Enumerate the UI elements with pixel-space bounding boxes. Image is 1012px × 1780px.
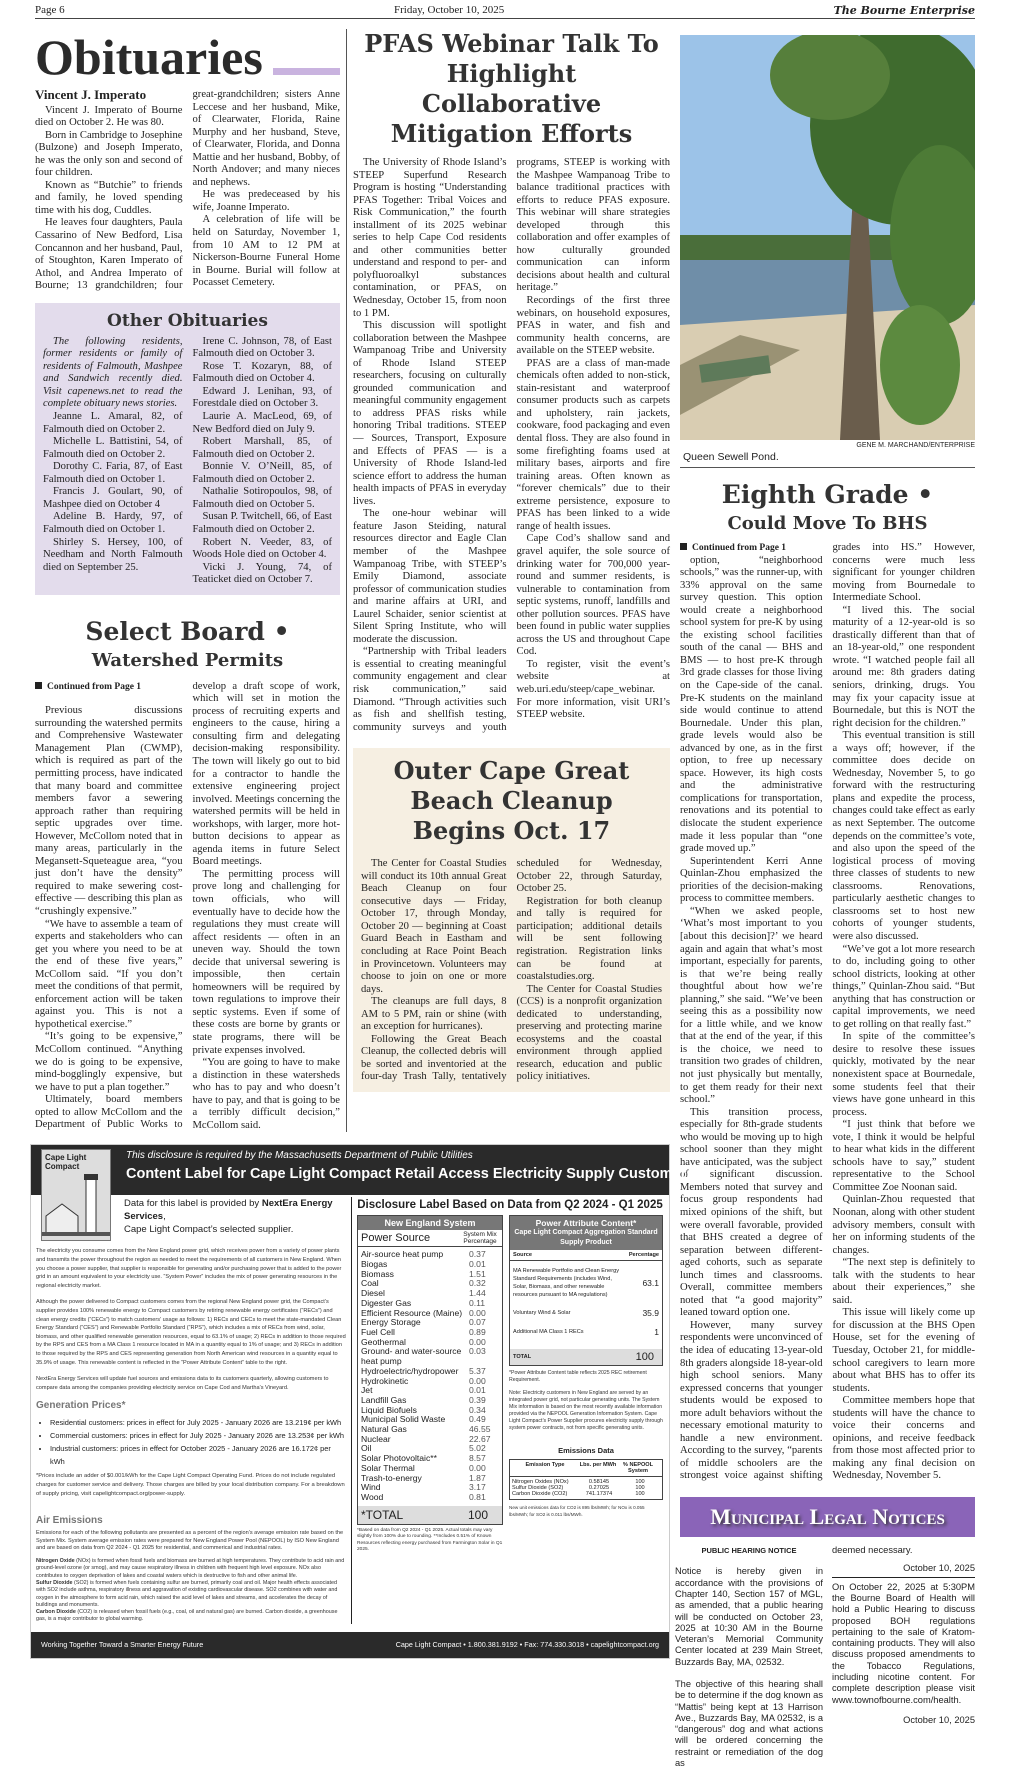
obituary-entry: Jeanne L. Amaral, 82, of Falmouth died on October 2.: [43, 411, 183, 435]
other-obituaries-box: [35, 303, 340, 595]
legal-notices-col2: [832, 1545, 975, 1780]
select-board-paragraph: Previous discussions surrounding the watershed permits and Comprehensive Wastewater Management Plan (CWMP), which is required as part of the permitting process, have indicated that many board and committee members favor a sewering approach rather than requiring septic upgrades over time. However, McCollom noted that in many areas, particularly in the Megansett-Squeteague area, “you just don’t have the density” required to make sewering cost-effective — describing this plan as “crushingly expensive.”: [35, 705, 183, 917]
beach-cleanup-headline: Outer Cape Great Beach Cleanup Begins Oct. 17: [393, 756, 630, 846]
obituary-entry: Francis J. Goulart, 90, of Mashpee died on October 4: [43, 486, 183, 510]
ad-intro-paragraph: Although the power delivered to Compact customers comes from the regional New England power grid, the Compact’s supplier provides 100% renewable energy to Compact customers by retiring renewable energy certificates (“RECs”) and clean energy credits (“CECs”) to match customers’ usage as follows: 1) RECs and CECs to meet the state-mandated Clean Energy Standard (“CES”) and Renewable Portfolio Standard (“RPS”), which includes a mix of RECs from wind, solar, biomass, and other qualified renewable generation resources, equal to 63.1% of usage; 2) RECs in addition to those required by the RPS and CES from a MA Class 1 resource located in MA in a quantity equal to 1% of usage; and 3) RECs in addition to those required by the RPS and CES representing generation from North American wind resources in a quantity equal to 35.9% of usage. This renewable content is reflected in the “Power Attribute Content” table to the right.: [36, 1299, 346, 1366]
pollutant-list: Nitrogen Oxide (NOx) is formed when fossil fuels and biomass are burned at high temperatures. They contribute to acid rain and ground-level ozone (or smog), and may cause respiratory illness in children with frequent high level exposure. NOx also contributes to oxygen deprivation of lakes and coastal waters which is destructive to fish and other animal life. Sulfur Dioxide (SO2) is formed when fuels containing sulfur are burned, primarily coal and oil. Major health effects associated with SO2 include asthma, respiratory illness and aggravation of existing cardiovascular disease. SO2 combines with water and oxygen in the atmosphere to form acid rain, which raised the acid level of lakes and streams, and accelerates the decay of buildings and monuments. Carbon Dioxide (CO2) is released when fossil fuels (e.g., coal, oil and natural gas) are burned. Carbon dioxide, a greenhouse gas, is a major contributor to global warming.: [36, 1558, 345, 1623]
masthead: The Bourne Enterprise: [833, 4, 975, 17]
page-header: [35, 4, 975, 19]
eighth-grade-paragraph: “The next step is definitely to talk with the students to hear about their experiences,” she said.: [832, 1257, 975, 1306]
table-cell: Solar Photovoltaic**: [361, 1453, 437, 1464]
obituary-entry: Adeline B. Hardy, 97, of Falmouth died on October 1.: [43, 511, 183, 535]
ad-intro-paragraph: The electricity you consume comes from the New England power grid, which receives power from a variety of power plants and transmits the power throughout the region as needed to meet the requirements of all customers in New England. When you choose a power supplier, that supplier is responsible for generating and/or purchasing power that is added to the power grid in an amount equivalent to your electricity use. “System Power” includes the mix of power generating resources in the regional electricity market.: [36, 1248, 342, 1289]
pfas-article: [353, 29, 670, 734]
table-cell: 1.87: [469, 1472, 486, 1483]
eighth-grade-article: [680, 480, 975, 1483]
ad-title: Content Label for Cape Light Compact Retail Access Electricity Supply Customers: [126, 1166, 695, 1183]
table-cell: Municipal Solid Waste: [361, 1414, 446, 1425]
select-board-subhead: Watershed Permits: [91, 649, 284, 671]
notice-title: PUBLIC HEARING NOTICE: [701, 1546, 797, 1556]
table-cell: 0.00: [469, 1462, 486, 1473]
prices-note: *Prices include an adder of $0.001/kWh for the Cape Light Compact Operating Fund. Prices do not include regulated charges for customer service and delivery. Those charges are billed by your local distribution company. For a breakdown of supply pricing, visit capelightcompact.org/power-supply.: [36, 1473, 345, 1498]
table-cell: Solar Thermal: [361, 1462, 415, 1473]
lighthouse-icon: [42, 1174, 110, 1239]
attribute-footnote: *Power Attribute Content table reflects 2025 REC retirement Requirement.: [509, 1370, 647, 1384]
eighth-grade-paragraph: option, “neighborhood schools,” was the runner-up, with 33% approval on the same survey question. This option would create a neighborhood school system for pre-K by using the existing school facilities south of the canal — BHS and BMS — to host pre-K through 3rd grade classes for those living on the Cape-side of the canal. Pre-K students on the mainland side would continue to attend Bournedale. Under this plan, grade levels would also be advanced by one, as in the first option, to free up necessary space. However, its high costs and the administrative complications for transportation, renovations and its potential to dislocate the student experience made it less popular than “one grade moved up.”: [680, 554, 823, 855]
photo-caption: Queen Sewell Pond.: [680, 449, 975, 468]
table-cell: 100: [635, 1485, 645, 1492]
eighth-grade-subhead: Could Move To BHS: [727, 513, 928, 534]
pfas-paragraph: This discussion will spotlight collaboration between the Mashpee Wampanoag Tribe and University of Rhode Island STEEP researchers, focusing on culturally grounded communication and meaningful community engagement to address PFAS risks while honoring Tribal traditions. STEEP — Sources, Transport, Exposure and Effects of PFAS — is a University of Rhode Island-led science effort to address the human health impacts of PFAS in everyday lives.: [353, 320, 507, 507]
ad-footer: [31, 1632, 669, 1658]
page-body: [35, 29, 975, 1780]
eighth-grade-paragraph: This eventual transition is still a ways off; however, if the committee does decide on Wednesday, November 5, to go forward with the restructuring plans and expedite the process, changes could take effect as early as next September. The outcome depends on the committee’s vote, and also upon the speed of the logistical process of moving three classes of students to new classrooms. Renovations, particularly aesthetic changes to classrooms set to host new cohorts of younger students, were also discussed.: [832, 730, 975, 942]
obituary-name: Vincent J. Imperato: [35, 87, 147, 102]
price-item: • Residential customers: prices in effect for July 2025 - January 2026 are 13.219¢ per kWh: [50, 1416, 346, 1429]
eighth-grade-paragraph: This transition process, especially for 8th-grade students who would be moving up to high school sooner than they might have anticipated, was the subject of significant discussion. Members noted that survey and focus group respondents had mixed opinions of the shift, but were overall favorable, provided that BHS created a degree of separation between different-aged cohorts, such as separate lunch times and classrooms. Overall, committee members noted that “a good majority” leaned toward option one.: [680, 1106, 823, 1319]
select-board-paragraph: Ultimately, board members opted to allow McCollom and the Department of Public Works to develop a draft scope of work, which will set in motion the process of recruiting experts and engineers to the cause, hiring a consulting firm and delegating decision-making responsibility. The town will likely go out to bid for a contractor to handle the extensive engineering project involved. Meetings concerning the watershed permits will be held in workshops, with larger, more hot-button decisions to appear as agenda items in future Select Board meetings.: [35, 680, 340, 1131]
table-cell: 0.58145: [588, 1479, 610, 1486]
column-divider: [346, 29, 347, 1132]
beach-cleanup-paragraph: Registration for both cleanup and tally is required for participation; additional details will be sent following registration. Registration links can be found at coastalstudies.org.: [516, 895, 662, 983]
table-cell: 0.01: [469, 1259, 486, 1270]
table-cell: Natural Gas: [361, 1424, 407, 1435]
select-board-article: [35, 617, 340, 1133]
table-cell: Hydroelectric/hydropower: [361, 1365, 459, 1376]
ad-tagline: Working Together Toward a Smarter Energy Future: [41, 1640, 204, 1650]
decorative-bar: [273, 68, 340, 75]
table-cell: Fuel Cell: [361, 1327, 395, 1337]
table-cell: 0.00: [469, 1336, 486, 1347]
obituary-paragraph: Vincent J. Imperato of Bourne died on October 2. He was 80.: [35, 104, 183, 129]
right-column: [675, 29, 975, 1780]
select-board-paragraph: “It’s going to be expensive,” McCollom continued. “Anything we do is going to be expensive, mind-bogglingly expensive, but we have to put a plan together.”: [35, 1031, 183, 1093]
eighth-grade-paragraph: “I just think that before we vote, I think it would be helpful to hear what kids in the different schools have to say,” student representative to the School Committee Zoe Noonan said.: [832, 1119, 975, 1193]
eighth-grade-paragraph: This issue will likely come up for discussion at the BHS Open House, set for the evening of Tuesday, October 21, for middle-school caregivers to learn more about what BHS has to offer its students.: [832, 1307, 975, 1394]
beach-cleanup-paragraph: Following the Great Beach Cleanup, the collected debris will be sorted and inventoried at the four-day Trash Tally, tentatively scheduled for Wednesday, October 22, through Saturday, October 25.: [361, 858, 662, 1083]
other-obituaries-intro: The following residents, former residents or family of residents of Falmouth, Mashpee and Sandwich recently died. Visit capenews.net to read the complete obituary news stories.: [43, 335, 183, 410]
table-cell: Nuclear: [361, 1433, 391, 1444]
select-board-paragraph: “You are going to have to make a distinction in these watersheds who has to pay and who doesn’t have to pay, and that is going to be a terribly difficult decision,” McCollom said.: [192, 1057, 340, 1131]
table-cell: 0.03: [469, 1346, 486, 1357]
table-cell: Liquid Biofuels: [361, 1404, 417, 1415]
cape-light-compact-logo: Cape Light Compact: [41, 1149, 111, 1241]
beach-cleanup-paragraph: The Center for Coastal Studies will conduct its 10th annual Great Beach Cleanup on four consecutive days — Friday, October 17, through Monday, October 20 — beginning at Coast Guard Beach in Eastham and concluding at Race Point Beach in Provincetown. Volunteers may choose to join on one or more days.: [361, 858, 507, 995]
emissions-table: Emission Type Lbs. per MWh % NEPOOL System Nitrogen Oxides (NOx) 0.58145 100 Sulfur Dioxide (SO2) 0.27025 100 Carbon Dioxide (CO2) 741.17374 100: [509, 1459, 663, 1500]
table-cell: 46.55: [469, 1424, 491, 1435]
obituary-entry: Robert N. Veeder, 83, of Woods Hole died on October 4.: [192, 536, 332, 561]
eighth-grade-paragraph: However, many survey respondents were unconvinced of the idea of educating 13-year-old 8th graders alongside 18-year-old high school seniors. Many expressed concerns that younger students would be exposed to more adult behaviors without the necessary emotional maturity to handle a new environment. According to the survey, “parents of middle schoolers are the strongest voice against shifting grades into HS.” However, concerns were much less significant for younger children moving from Bournedale to Intermediate School.: [680, 542, 975, 1482]
table-cell: 1.51: [469, 1268, 486, 1279]
emissions-note: New unit emissions data for CO2 is 895 lbs/MWh; for NOx is 0.055 lbs/MWh; for SO2 is 0.011 lbs/MWh.: [509, 1505, 645, 1518]
ad-header: [31, 1145, 695, 1195]
system-table-footnote: *Based on data from Q2 2024 - Q1 2025. Actual totals may vary slightly from 100% due to rounding. **Includes 0.51% of Known Resources reflecting energy purchased from Farmington Solar in Q1 2025.: [357, 1527, 503, 1553]
table-cell: Trash-to-energy: [361, 1472, 422, 1483]
beach-cleanup-paragraph: The cleanups are full days, 8 AM to 5 PM, rain or shine (with an exception for hurricanes).: [361, 996, 507, 1033]
air-emissions-intro: Emissions for each of the following pollutants are presented as a percent of the region’s average emission rate based on the System Mix. System average emission rates were prepared for New England Power Pool (NEPOOL) by ISO New England and are based on data from Q2 2024 - Q1 2025 for residential, and commerical and industrial rates.: [36, 1530, 344, 1552]
table-cell: 0.00: [469, 1307, 486, 1318]
table-cell: MA Renewable Portfolio and Clean Energy Standard Requirements (includes Wind, Solar, Biomass, and other renewable resources pursuant to MA regulations): [513, 1268, 620, 1299]
table-cell: Additional MA Class 1 RECs: [513, 1329, 584, 1336]
table-cell: 0.39: [469, 1394, 486, 1405]
table-row: [513, 1308, 659, 1318]
left-column: [35, 29, 340, 1132]
eighth-grade-paragraph: Committee members hope that students will have the chance to voice their concerns and opinions, and receive feedback from those most affected prior to making any final decision on Wednesday, November 5.: [832, 1395, 975, 1482]
page-number: Page 6: [35, 4, 65, 16]
eighth-grade-paragraph: “We’ve got a lot more research to do, including going to other school districts, looking at other things,” Quinlan-Zhou said. “But anything that has construction or capital improvements, we need to get rolling on that really fast.”: [832, 943, 975, 1030]
table-cell: Air-source heat pump: [361, 1249, 444, 1260]
legal-notices-banner: Municipal Legal Notices: [680, 1497, 975, 1537]
supplier-line: Cape Light Compact’s selected supplier.: [124, 1224, 294, 1236]
left-and-middle-columns: [35, 29, 695, 1780]
notice-date: October 10, 2025: [903, 1714, 975, 1725]
section-title: Obituaries: [35, 29, 263, 85]
pfas-paragraph: Recordings of the first three webinars, on household exposures, PFAS in water, and fish and community health concerns, are available on the STEEP website.: [516, 295, 670, 357]
pfas-paragraph: The one-hour webinar will feature Jason Steiding, natural resources director and Eagle Clan member of the Mashpee Wampanoag Tribe, with STEEP’s Emily Diamond, associate professor of communication studies and marine affairs at URI, and Laurel Schaider, senior scientist at Silent Spring Institute, who will moderate the discussion.: [353, 508, 507, 645]
notice-date: October 10, 2025: [832, 1563, 975, 1577]
eighth-grade-paragraph: Superintendent Kerri Anne Quinlan-Zhou emphasized the priorities of the decision-making process to committee members.: [680, 855, 823, 905]
table-row: [513, 1327, 659, 1337]
ad-contact: Cape Light Compact • 1.800.381.9192 • Fax: 774.330.3018 • capelightcompact.org: [395, 1640, 659, 1650]
table-cell: 5.02: [469, 1443, 486, 1454]
table-cell: 0.01: [469, 1385, 486, 1396]
emissions-title: Emissions Data: [558, 1446, 614, 1456]
ad-intro-paragraph: NextEra Energy Services will update fuel sources and emissions data to its customers quarterly, allowing customers to compare data among the companies providing electricity service on Cape Cod and Martha’s Vineyard.: [36, 1376, 329, 1391]
eighth-grade-headline: Eighth Grade •: [721, 480, 934, 509]
table-cell: Sulfur Dioxide (SO2): [512, 1485, 564, 1492]
table-cell: Carbon Dioxide (CO2): [512, 1491, 568, 1498]
table-cell: Digester Gas: [361, 1297, 412, 1308]
table-cell: Wind: [361, 1482, 381, 1493]
table-cell: Hydrokinetic: [361, 1375, 409, 1386]
price-item: • Commercial customers: prices in effect for July 2025 - January 2026 are 13.253¢ per kWh: [50, 1429, 346, 1442]
table-cell: 0.34: [469, 1404, 486, 1415]
obituary-entry: Edward J. Lenihan, 93, of Forestdale died on October 3.: [192, 385, 332, 410]
table-cell: Wood: [361, 1491, 384, 1502]
board-of-health-notice: On October 22, 2025 at 5:30PM the Bourne Board of Health will hold a Public Hearing to discuss proposed BOH regulations pertaining to the sale of Kratom-containing products. They will also discuss proposed amendments to the Tobacco Regulations, including nicotine content. For complete description please visit www.townofbourne.com/health.: [832, 1581, 975, 1705]
obituary-entry: Irene C. Johnson, 78, of East Falmouth died on October 3.: [192, 335, 332, 360]
table-cell: 100: [635, 1491, 645, 1498]
provider-name: NextEra Energy Services: [124, 1198, 333, 1223]
table-cell: 0.07: [469, 1317, 486, 1328]
pfas-paragraph: The University of Rhode Island’s STEEP Superfund Research Program is hosting “Understanding PFAS Together: Tribal Voices and Risk Communication,” the fourth installment of its 2025 webinar series to help Cape Cod residents and other communities better understand and respond to per- and polyfluoroalkyl substances contamination, or PFAS, on Wednesday, October 15, from noon to 1 PM.: [353, 157, 507, 319]
obituary-entry: Dorothy C. Faria, 87, of East Falmouth died on October 1.: [43, 461, 183, 485]
middle-column: [353, 29, 670, 1132]
table-cell: 8.57: [469, 1453, 486, 1464]
power-attribute-table: Power Attribute Content* Cape Light Compact Aggregation Standard Supply Product Source Percentage MA Renewable Portfolio and Clean Energy Standard Requirements (includes Wind, Solar, Biomass, and other renewable resources pursuant to MA regulations) 63.1 Voluntary Wind & Solar 35.9 Additional MA Class 1 RECs 1 TOTAL 100: [509, 1215, 663, 1366]
table-cell: 100: [635, 1479, 645, 1486]
notice-paragraph: The objective of this hearing shall be to determine if the dog known as “Mattis” being kept at 13 Harrison Ave., Buzzards Bay, MA 02532, is a “dangerous” dog and what actions will be ordered concerning the restraint or remediation of the dog as: [675, 1678, 823, 1769]
table-cell: Biogas: [361, 1259, 388, 1270]
attribute-note: Note: Electricity customers in New England are served by an integrated power grid, not particular generating units. The System Mix information is based on the most recently available information provided via the NEPOOL Generation Information System. Cape Light Compact’s Power Supplier procures electricity supply through system power contracts, not from specific generating units.: [509, 1390, 663, 1432]
obituary-entry: Bonnie V. O’Neill, 85, of Falmouth died on October 2.: [192, 461, 332, 485]
obituary-entry: Vicki J. Young, 74, of Teaticket died on October 7.: [192, 561, 332, 586]
obituary-entry: Robert Marshall, 85, of Falmouth died on October 2.: [192, 436, 332, 460]
obituary-entry: Rose T. Kozaryn, 88, of Falmouth died on October 4.: [192, 360, 332, 385]
cape-light-compact-ad: This disclosure is required by the Massachusetts Department of Public Utilities Content Label for Cape Light Compact Retail Access Electricity Supply Customers Cape Light Compact Data for this label is provided by NextEra Energy Services, Cape Light Compact’s selected supplier. The electricity you consume comes from the New England power grid, which receives power from a variety of power plants and transmits the power throughout the region as needed to meet the requirements of all customers in New England. When you choose a power supplier, that supplier is responsible for generating and/or purchasing power that is added to the power grid in an amount equivalent to your electricity use. “System Power” includes the mix of power generating resources in the regional electricity market. Although the power delivered to Compact customers comes from the regional New England power grid, the Compact’s supplier provides 100% renewable energy to Compact customers by retiring renewable energy certificates (“RECs”) and clean energy credits (“CECs”) to match customers’ usage as follows: 1) RECs and CECs to meet the state-mandated Clean Energy Standard (“CES”) and Renewable Portfolio Standard (“RPS”), which includes a mix of RECs from wind, solar, biomass, and other qualified renewable generation resources, equal to 63.1% of usage; 2) RECs in addition to those required by the RPS and CES from a MA Class 1 resource located in MA in a quantity equal to 1% of usage; and 3) RECs in addition to those required by the RPS and CES representing generation from North American wind resources in a quantity equal to 35.9% of usage. This renewable content is reflected in the “Power Attribute Content” table to the right. NextEra Energy Services will update fuel sources and emissions data to its customers quarterly, allowing customers to compare data among the companies providing electricity service on Cape Cod and Martha’s Vineyard. Generation Prices* • Residential customers: prices in effect for July 2025 - January 2026 are 13.219¢ per kWh • Commercial customers: prices in effect for July 2025 - January 2026 are 13.253¢ per kWh • Industrial customers: prices in effect for October 2025 - January 2026 are 16.172¢ per kWh *Prices include an adder of $0.001/kWh for the Cape Light Compact Operating Fund. Prices do not include regulated charges for customer service and delivery. Those charges are billed by your local distribution company. For a breakdown of supply pricing, visit capelightcompact.org/power-supply. Air Emissions Emissions for each of the following pollutants are presented as a percent of the region’s average emission rate based on the System Mix. System average emission rates were prepared for New England Power Pool (NEPOOL) by ISO New England and are based on data from Q2 2024 - Q1 2025 for residential, and commerical and industrial rates. Nitrogen Oxide (NOx) is formed when fossil fuels and biomass are burned at high temperatures. They contribute to acid rain and ground-level ozone (or smog), and may cause respiratory illness in children with frequent high level exposure. NOx also contributes to oxygen deprivation of lakes and coastal waters which is destructive to fish and other animal life. Sulfur Dioxide (SO2) is formed when fuels containing sulfur are burned, primarily coal and oil. Major health effects associated with SO2 include asthma, respiratory illness and aggravation of existing cardiovascular disease. SO2 combines with water and oxygen in the atmosphere to form acid rain, which raised the acid level of lakes and streams, and accelerates the decay of buildings and monuments. Carbon Dioxide (CO2) is released when fossil fuels (e.g., coal, oil and natural gas) are burned. Carbon dioxide, a greenhouse gas, is a major contributor to global warming. Disclosure Label Based on Data from Q2 2024 - Q1 2025 New England System Power Source System Mix Percentage Air-source heat pump 0.37 Biogas 0.01 Biomass 1.51 Coal 0.32 Diesel 1.44 Digester Gas 0.11 Efficient Resource (Maine) 0.00 Energy Storage 0.07 Fuel Cell 0.89 Geothermal 0.00 Ground- and water-source heat pump 0.03 Hydroelectric/hydropower 5.37 Hydrokinetic 0.00 Jet 0.01 Landfill Gas 0.39 Liquid Biofuels 0.34 Municipal Solid Waste 0.49 Natural Gas 46.55 Nuclear 22.67 Oil 5.02 Solar Photovoltaic** 8.57 Solar Thermal 0.00 Trash-to-energy 1.87 Wind 3.17 Wood 0.81 *TOTAL 100 *Based on data from Q2 2024 - Q1 2025. Actual totals may vary slightly from 100% due to rounding. **Includes 0.51% of Known Resources reflecting energy purchased from Farmington Solar in Q1 2025. Power Attribute Content* Cape Light Compact Aggregation Standard Supply Product Source Percentage MA Renewable Portfolio and Clean Energy Standard Requirements (includes Wind, Solar, Biomass, and other renewable resources pursuant to MA regulations) 63.1 Voluntary Wind & Solar 35.9 Additional MA Class 1 RECs 1 TOTAL 100 *Power Attribute Content table reflects 2025 REC retirement Requirement. Note: Electricity customers in New England are served by an integrated power grid, not particular generating units. The System Mix information is based on the most recently available information provided via the NEPOOL Generation Information System. Cape Light Compact’s Power Supplier procures electricity supply through system power contracts, not from specific generating units. Emissions Data Emission Type Lbs. per MWh % NEPOOL System Nitrogen Oxides (NOx) 0.58145 100 Sulfur Dioxide (SO2) 0.27025 100 Carbon Dioxide (CO2) 741.17374 100 New unit emissions data for CO2 is 895 lbs/MWh; for NOx is 0.055 lbs/MWh; for SO2 is 0.011 lbs/MWh. Working Together Toward a Smarter Energy Future Cape Light Compact • 1.800.381.9192 • Fax: 774.330.3018 • capelightcompact.org: [30, 1144, 670, 1658]
ad-disclosure-note: This disclosure is required by the Massachusetts Department of Public Utilities: [126, 1150, 473, 1162]
table-cell: 22.67: [469, 1433, 491, 1444]
pond-photo: [680, 35, 975, 440]
table-cell: 0.27025: [588, 1485, 610, 1492]
table-cell: 63.1: [642, 1278, 659, 1289]
obituary-paragraph: A celebration of life will be held on Saturday, November 1, from 10 AM to 12 PM at Nickerson-Bourne Funeral Home in Bourne. Burial will follow at Pocasset Cemetery.: [192, 214, 340, 289]
obituary-paragraph: Known as “Butchie” to friends and family, he loved spending time with his dog, Cuddles.: [35, 179, 183, 216]
table-cell: 5.37: [469, 1365, 486, 1376]
table-cell: 0.11: [469, 1297, 486, 1308]
table-cell: 3.17: [469, 1482, 486, 1493]
eighth-grade-paragraph: Quinlan-Zhou requested that Noonan, along with other student advisory members, consult with her on informing students of the changes.: [832, 1194, 975, 1256]
table-row: [361, 1347, 499, 1366]
table-cell: Energy Storage: [361, 1317, 421, 1328]
table-cell: Oil: [361, 1443, 372, 1454]
table-cell: 0.37: [469, 1249, 486, 1260]
table-cell: Landfill Gas: [361, 1394, 407, 1405]
select-board-paragraph: “We have to assemble a team of experts and stakeholders who can get you where you need to be at the end of these five years,” McCollom said. “If you don’t meet the conditions of that permit, enforcement action will be taken against you. This is not a hypothetical exercise.”: [35, 918, 183, 1030]
table-cell: 1: [654, 1327, 659, 1338]
pfas-paragraph: “Partnership with Tribal leaders is essential to creating meaningful community engagement and clear risk communication,” said Diamond. “Through activities such as fish and shellfish testing, community surveys and youth programs, STEEP is working with the Mashpee Wampanoag Tribe to balance traditional practices with efforts to reduce PFAS exposure. This webinar will share strategies developed through this collaboration and offer examples of how culturally grounded communication can inform decisions about health and cultural heritage.”: [353, 157, 670, 733]
beach-cleanup-box: [353, 748, 670, 1092]
table-cell: Coal: [361, 1278, 379, 1289]
table-cell: 0.32: [469, 1278, 486, 1289]
obituary-entry: Michelle L. Battistini, 54, of Falmouth died on October 2.: [43, 436, 183, 460]
obituary-entry: Shirley S. Hersey, 100, of Needham and North Falmouth died on September 25.: [43, 536, 183, 573]
air-emissions-title: Air Emissions: [36, 1515, 103, 1527]
table-cell: 0.49: [469, 1414, 486, 1425]
pfas-headline: PFAS Webinar Talk To Highlight Collaborative Mitigation Efforts: [364, 29, 659, 148]
public-hearing-notice: [675, 1545, 823, 1780]
table-cell: Geothermal: [361, 1336, 406, 1347]
pfas-paragraph: To register, visit the event’s website at web.uri.edu/steep/cape_webinar. For more information, visit URI’s STEEP website.: [516, 658, 670, 721]
eighth-grade-paragraph: “I lived this. The social maturity of a 12-year-old is so drastically different than that of an 18-year-old,” one respondent wrote. “I watched people fail all around me: 8th graders dating seniors, drinking, drugs. You may fix your capacity issue at Bournedale, but this is NOT the right decision for the children.”: [832, 604, 975, 729]
notice-continued: deemed necessary.: [832, 1545, 913, 1556]
price-item: • Industrial customers: prices in effect for October 2025 - January 2026 are 16.172¢ per kWh: [50, 1442, 346, 1468]
system-mix-table: New England System Power Source System Mix Percentage Air-source heat pump 0.37 Biogas 0.01 Biomass 1.51 Coal 0.32 Diesel 1.44 Digester Gas 0.11 Efficient Resource (Maine) 0.00 Energy Storage 0.07 Fuel Cell 0.89 Geothermal 0.00 Ground- and water-source heat pump 0.03 Hydroelectric/hydropower 5.37 Hydrokinetic 0.00 Jet 0.01 Landfill Gas 0.39 Liquid Biofuels 0.34 Municipal Solid Waste 0.49 Natural Gas 46.55 Nuclear 22.67 Oil 5.02 Solar Photovoltaic** 8.57 Solar Thermal 0.00 Trash-to-energy 1.87 Wind 3.17 Wood 0.81 *TOTAL 100: [357, 1215, 503, 1524]
eighth-grade-paragraph: In spite of the committee’s desire to resolve these issues quickly, motivated by the near nonexistent space at Bournedale, some students feel that their views have gone unheard in this process.: [832, 1031, 975, 1118]
table-cell: Efficient Resource (Maine): [361, 1307, 463, 1318]
obituary-entry: Nathalie Sotiropoulos, 98, of Falmouth died on October 5.: [192, 486, 332, 510]
issue-date: Friday, October 10, 2025: [394, 4, 505, 16]
table-cell: Jet: [361, 1385, 373, 1396]
table-row: [513, 1267, 659, 1299]
pfas-paragraph: PFAS are a class of man-made chemicals often added to non-stick, stain-resistant and waterproof consumer products such as carpets and upholstery, rain jackets, cookware, food packaging and even dental floss. They are also found in some firefighting foams used at military bases, airports and fire training areas. Often known as “forever chemicals” due to their extreme persistence, exposure to PFAS has been linked to a wide range of health issues.: [516, 357, 670, 532]
obituary-paragraph: Born in Cambridge to Josephine (Bulzone) and Joseph Imperato, he was the only son and second of four children.: [35, 129, 183, 179]
table-cell: Diesel: [361, 1288, 385, 1299]
obituary-entry: Laurie A. MacLeod, 69, of New Bedford died on July 9.: [192, 411, 332, 435]
obituary-paragraph: He was predeceased by his wife, Joanne Imperato.: [192, 189, 340, 213]
obituary-entry: Susan P. Twitchell, 66, of East Falmouth died on October 2.: [192, 511, 332, 535]
select-board-headline: Select Board •: [85, 616, 290, 646]
table-cell: 741.17374: [585, 1491, 613, 1498]
photo-credit: GENE M. MARCHAND/ENTERPRISE: [856, 442, 975, 449]
obituaries-section: [35, 29, 340, 293]
table-row: [361, 1493, 499, 1503]
table-cell: 0.81: [469, 1491, 486, 1502]
eighth-grade-paragraph: “When we asked people, ‘What’s most important to you [about this decision]?’ we heard again and again that what’s most important, especially for parents, is that we’re being really thoughtful about how we’re planning,” she said. “We’ve been seeing this as a possibility now for a little while, and we know that at the end of the year, if this is the choice, we need to transition two grades of children, not just physically but mentally, to get them ready for their next school.”: [680, 905, 823, 1106]
pond-photo-image: [680, 35, 975, 440]
select-board-paragraph: The permitting process will prove long and challenging for town officials, who will eventually have to decide how the regulations they must create will affect residents — often in an uneven way. Should the town decide that universal sewering is impossible, then certain homeowners will be required by town regulations to improve their septic systems. Even if some of these costs are borne by grants or state programs, there will be private expenses involved.: [192, 868, 340, 1056]
beach-cleanup-paragraph: The Center for Coastal Studies (CCS) is a nonprofit organization dedicated to understanding, preserving and protecting marine ecosystems and the coastal environment through applied research, education and public policy initiatives.: [516, 983, 662, 1083]
table-cell: Ground- and water-source heat pump: [361, 1346, 462, 1367]
table-row: [512, 1491, 660, 1497]
generation-prices-title: Generation Prices*: [36, 1400, 126, 1412]
table-cell: 0.00: [469, 1375, 486, 1386]
disclosure-title: Disclosure Label Based on Data from Q2 2024 - Q1 2025: [357, 1199, 663, 1212]
continued-label: Continued from Page 1: [680, 542, 823, 555]
pfas-paragraph: Cape Cod’s shallow sand and gravel aquifer, the sole source of drinking water for 700,000 year-round and summer residents, is vulnerable to contamination from septic systems, runoff, landfills and other pollution sources. PFAS have been found in public water supplies across the US and throughout Cape Cod.: [516, 533, 670, 658]
table-cell: 0.89: [469, 1327, 486, 1337]
table-cell: Voluntary Wind & Solar: [513, 1310, 571, 1317]
continued-label: Continued from Page 1: [35, 681, 183, 694]
notice-paragraph: Notice is hereby given in accordance with the provisions of Chapter 140, Section 157 of MGL, as amended, that a public hearing will be conducted on October 23, 2025 at 10:30 AM in the Bourne Veteran’s Memorial Community Center located at 239 Main Street, Buzzards Bay, MA, 02532.: [675, 1566, 823, 1667]
table-cell: Nitrogen Oxides (NOx): [512, 1479, 569, 1486]
table-cell: Biomass: [361, 1268, 394, 1279]
obituary-paragraph: He leaves four daughters, Paula Cassarino of New Bedford, Lisa Concannon and her husband, Paul, of Stoughton, Karen Imperato of Athol, and Andrea Imperato of Bourne; 13 grandchildren; four great-grandchildren; sisters Anne Leccese and her husband, Mike, of Clearwater, Florida, Raine Murphy and her husband, Steve, of Clearwater, Florida, and Donna Mattie and her husband, Bobby, of North Andover; and many nieces and nephews.: [35, 89, 340, 292]
table-cell: 1.44: [469, 1288, 486, 1299]
other-obituaries-title: Other Obituaries: [107, 310, 268, 331]
table-cell: 35.9: [642, 1308, 659, 1319]
